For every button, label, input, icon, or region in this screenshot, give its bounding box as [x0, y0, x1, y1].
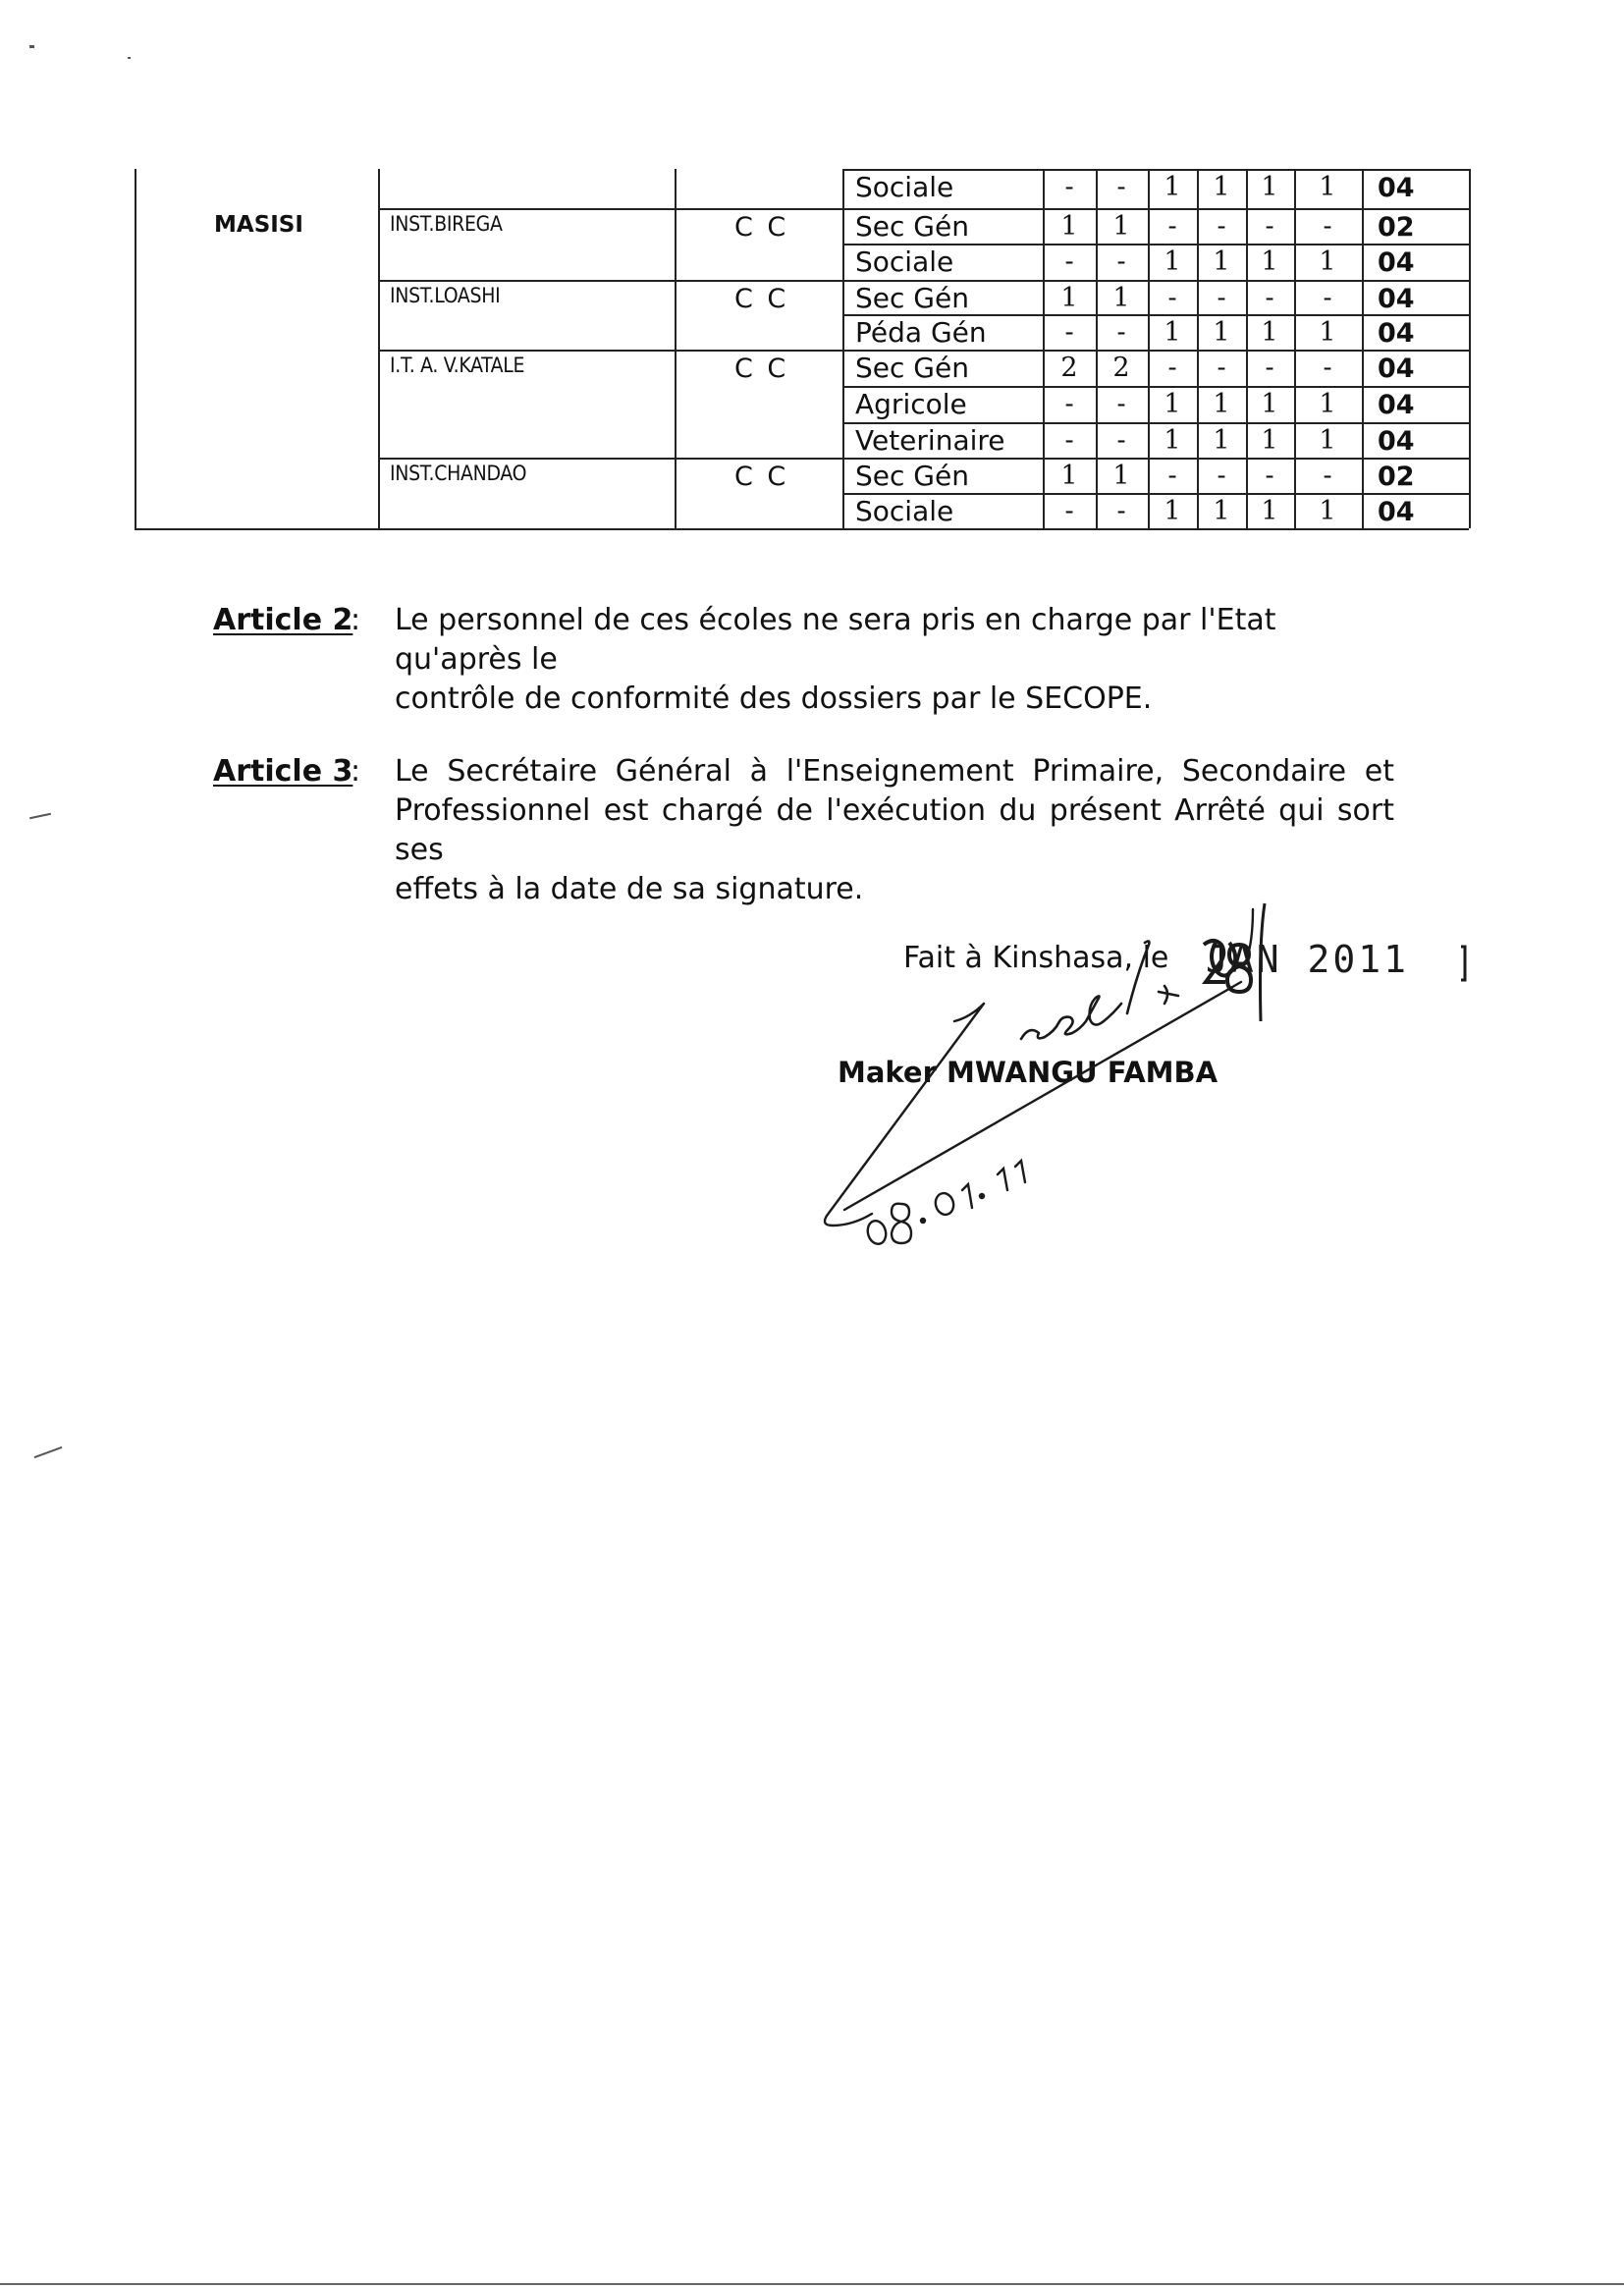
- table-border-right: [1469, 169, 1471, 528]
- total-count: 04: [1378, 426, 1415, 457]
- class-count: -: [1265, 283, 1274, 313]
- class-count: -: [1323, 211, 1332, 242]
- class-count: -: [1167, 461, 1177, 491]
- school-name: INST.BIREGA: [390, 212, 503, 236]
- class-count: 1: [1261, 172, 1278, 202]
- table-column-line: [1294, 169, 1296, 528]
- class-count: -: [1265, 211, 1274, 242]
- table-column-line: [1096, 169, 1098, 528]
- total-count: 04: [1378, 318, 1415, 349]
- class-count: -: [1323, 353, 1332, 383]
- table-column-line: [378, 169, 380, 528]
- option-name: Veterinaire: [855, 424, 1005, 457]
- class-count: 1: [1261, 246, 1278, 277]
- total-count: 04: [1378, 390, 1415, 420]
- article-3-label: Article 3: [213, 754, 353, 789]
- total-count: 04: [1378, 497, 1415, 527]
- table-border-bottom: [135, 528, 1469, 530]
- regime-code: C C: [734, 284, 789, 314]
- class-count: 1: [1164, 496, 1181, 526]
- class-count: -: [1217, 353, 1226, 383]
- article-2-line-2: contrôle de conformité des dossiers par le SECOPE.: [395, 681, 1153, 716]
- class-count: 1: [1060, 461, 1078, 491]
- option-name: Sociale: [855, 495, 954, 527]
- class-count: 1: [1213, 425, 1230, 456]
- class-count: -: [1323, 283, 1332, 313]
- article-2-text: [395, 601, 1394, 719]
- class-count: 1: [1319, 317, 1336, 348]
- class-count: 1: [1164, 317, 1181, 348]
- table-column-line: [842, 169, 844, 528]
- class-count: -: [1064, 425, 1074, 456]
- class-count: 1: [1213, 172, 1230, 202]
- class-count: -: [1217, 461, 1226, 491]
- class-count: -: [1116, 389, 1126, 419]
- class-count: 1: [1112, 211, 1130, 242]
- option-name: Sociale: [855, 171, 954, 203]
- class-count: 1: [1112, 283, 1130, 313]
- class-count: -: [1167, 353, 1177, 383]
- class-count: 1: [1319, 425, 1336, 456]
- scan-speck: [34, 1446, 63, 1458]
- class-count: 1: [1261, 425, 1278, 456]
- signatory-name: Maker MWANGU FAMBA: [838, 1056, 1218, 1089]
- handwritten-date: [865, 1161, 1025, 1246]
- regime-code: C C: [734, 212, 789, 243]
- article-3-line-1: Le Secrétaire Général à l'Enseignement Primaire, Secondaire et: [395, 754, 1394, 789]
- class-count: 2: [1112, 353, 1130, 383]
- class-count: -: [1064, 496, 1074, 526]
- class-count: -: [1116, 496, 1126, 526]
- class-count: 1: [1112, 461, 1130, 491]
- class-count: 1: [1164, 246, 1181, 277]
- article-2-label: Article 2: [213, 603, 353, 637]
- article-3-text: [395, 752, 1394, 909]
- class-count: 1: [1213, 317, 1230, 348]
- table-column-line: [675, 169, 677, 528]
- total-count: 04: [1378, 284, 1415, 314]
- class-count: -: [1167, 211, 1177, 242]
- class-count: 1: [1164, 172, 1181, 202]
- class-count: 1: [1261, 496, 1278, 526]
- class-count: 1: [1261, 317, 1278, 348]
- class-count: 1: [1164, 425, 1181, 456]
- option-name: Sec Gén: [855, 210, 969, 243]
- district-name: MASISI: [214, 212, 303, 238]
- table-column-line: [1362, 169, 1364, 528]
- class-count: -: [1116, 317, 1126, 348]
- option-name: Péda Gén: [855, 316, 987, 349]
- class-count: -: [1064, 389, 1074, 419]
- class-count: 1: [1319, 246, 1336, 277]
- school-name: I.T. A. V.KATALE: [390, 354, 525, 377]
- class-count: -: [1064, 172, 1074, 202]
- class-count: 1: [1060, 283, 1078, 313]
- class-count: 1: [1319, 496, 1336, 526]
- class-count: -: [1217, 211, 1226, 242]
- class-count: 1: [1060, 211, 1078, 242]
- regime-code: C C: [734, 354, 789, 384]
- class-count: 1: [1319, 172, 1336, 202]
- school-name: INST.CHANDAO: [390, 462, 527, 485]
- article-2-colon: :: [351, 603, 361, 637]
- article-2-line-1: Le personnel de ces écoles ne sera pris en charge par l'Etat qu'après le: [395, 603, 1276, 677]
- table-column-line: [1197, 169, 1199, 528]
- article-3-line-2: Professionnel est chargé de l'exécution du présent Arrêté qui sort ses: [395, 793, 1394, 867]
- option-name: Sec Gén: [855, 282, 969, 314]
- class-count: -: [1265, 353, 1274, 383]
- class-count: -: [1217, 283, 1226, 313]
- school-name: INST.LOASHI: [390, 284, 501, 307]
- option-name: Sec Gén: [855, 352, 969, 384]
- option-name: Agricole: [855, 388, 967, 420]
- date-stamp: JAN 2011: [1206, 938, 1410, 981]
- class-count: -: [1167, 283, 1177, 313]
- option-name: Sec Gén: [855, 460, 969, 492]
- class-count: 1: [1213, 246, 1230, 277]
- class-count: -: [1116, 172, 1126, 202]
- class-count: 1: [1213, 389, 1230, 419]
- regime-code: C C: [734, 462, 789, 492]
- total-count: 04: [1378, 354, 1415, 384]
- option-name: Sociale: [855, 245, 954, 278]
- place-date-label: Fait à Kinshasa, le: [903, 941, 1169, 975]
- class-count: 1: [1164, 389, 1181, 419]
- class-count: 2: [1060, 353, 1078, 383]
- total-count: 02: [1378, 212, 1415, 243]
- total-count: 02: [1378, 462, 1415, 492]
- article-3-colon: :: [351, 754, 361, 789]
- table-column-line: [1148, 169, 1150, 528]
- class-count: -: [1116, 425, 1126, 456]
- class-count: -: [1116, 246, 1126, 277]
- class-count: 1: [1319, 389, 1336, 419]
- article-3-line-3: effets à la date de sa signature.: [395, 872, 864, 906]
- total-count: 04: [1378, 173, 1415, 203]
- scan-speck: [29, 813, 51, 820]
- table-column-line: [1246, 169, 1248, 528]
- scan-bottom-line: [0, 2283, 1624, 2285]
- table-column-line: [1043, 169, 1045, 528]
- class-count: -: [1323, 461, 1332, 491]
- staffing-table: [0, 0, 1624, 550]
- class-count: -: [1265, 461, 1274, 491]
- table-border-left: [135, 169, 136, 528]
- class-count: 1: [1261, 389, 1278, 419]
- total-count: 04: [1378, 247, 1415, 278]
- class-count: 1: [1213, 496, 1230, 526]
- class-count: -: [1064, 317, 1074, 348]
- class-count: -: [1064, 246, 1074, 277]
